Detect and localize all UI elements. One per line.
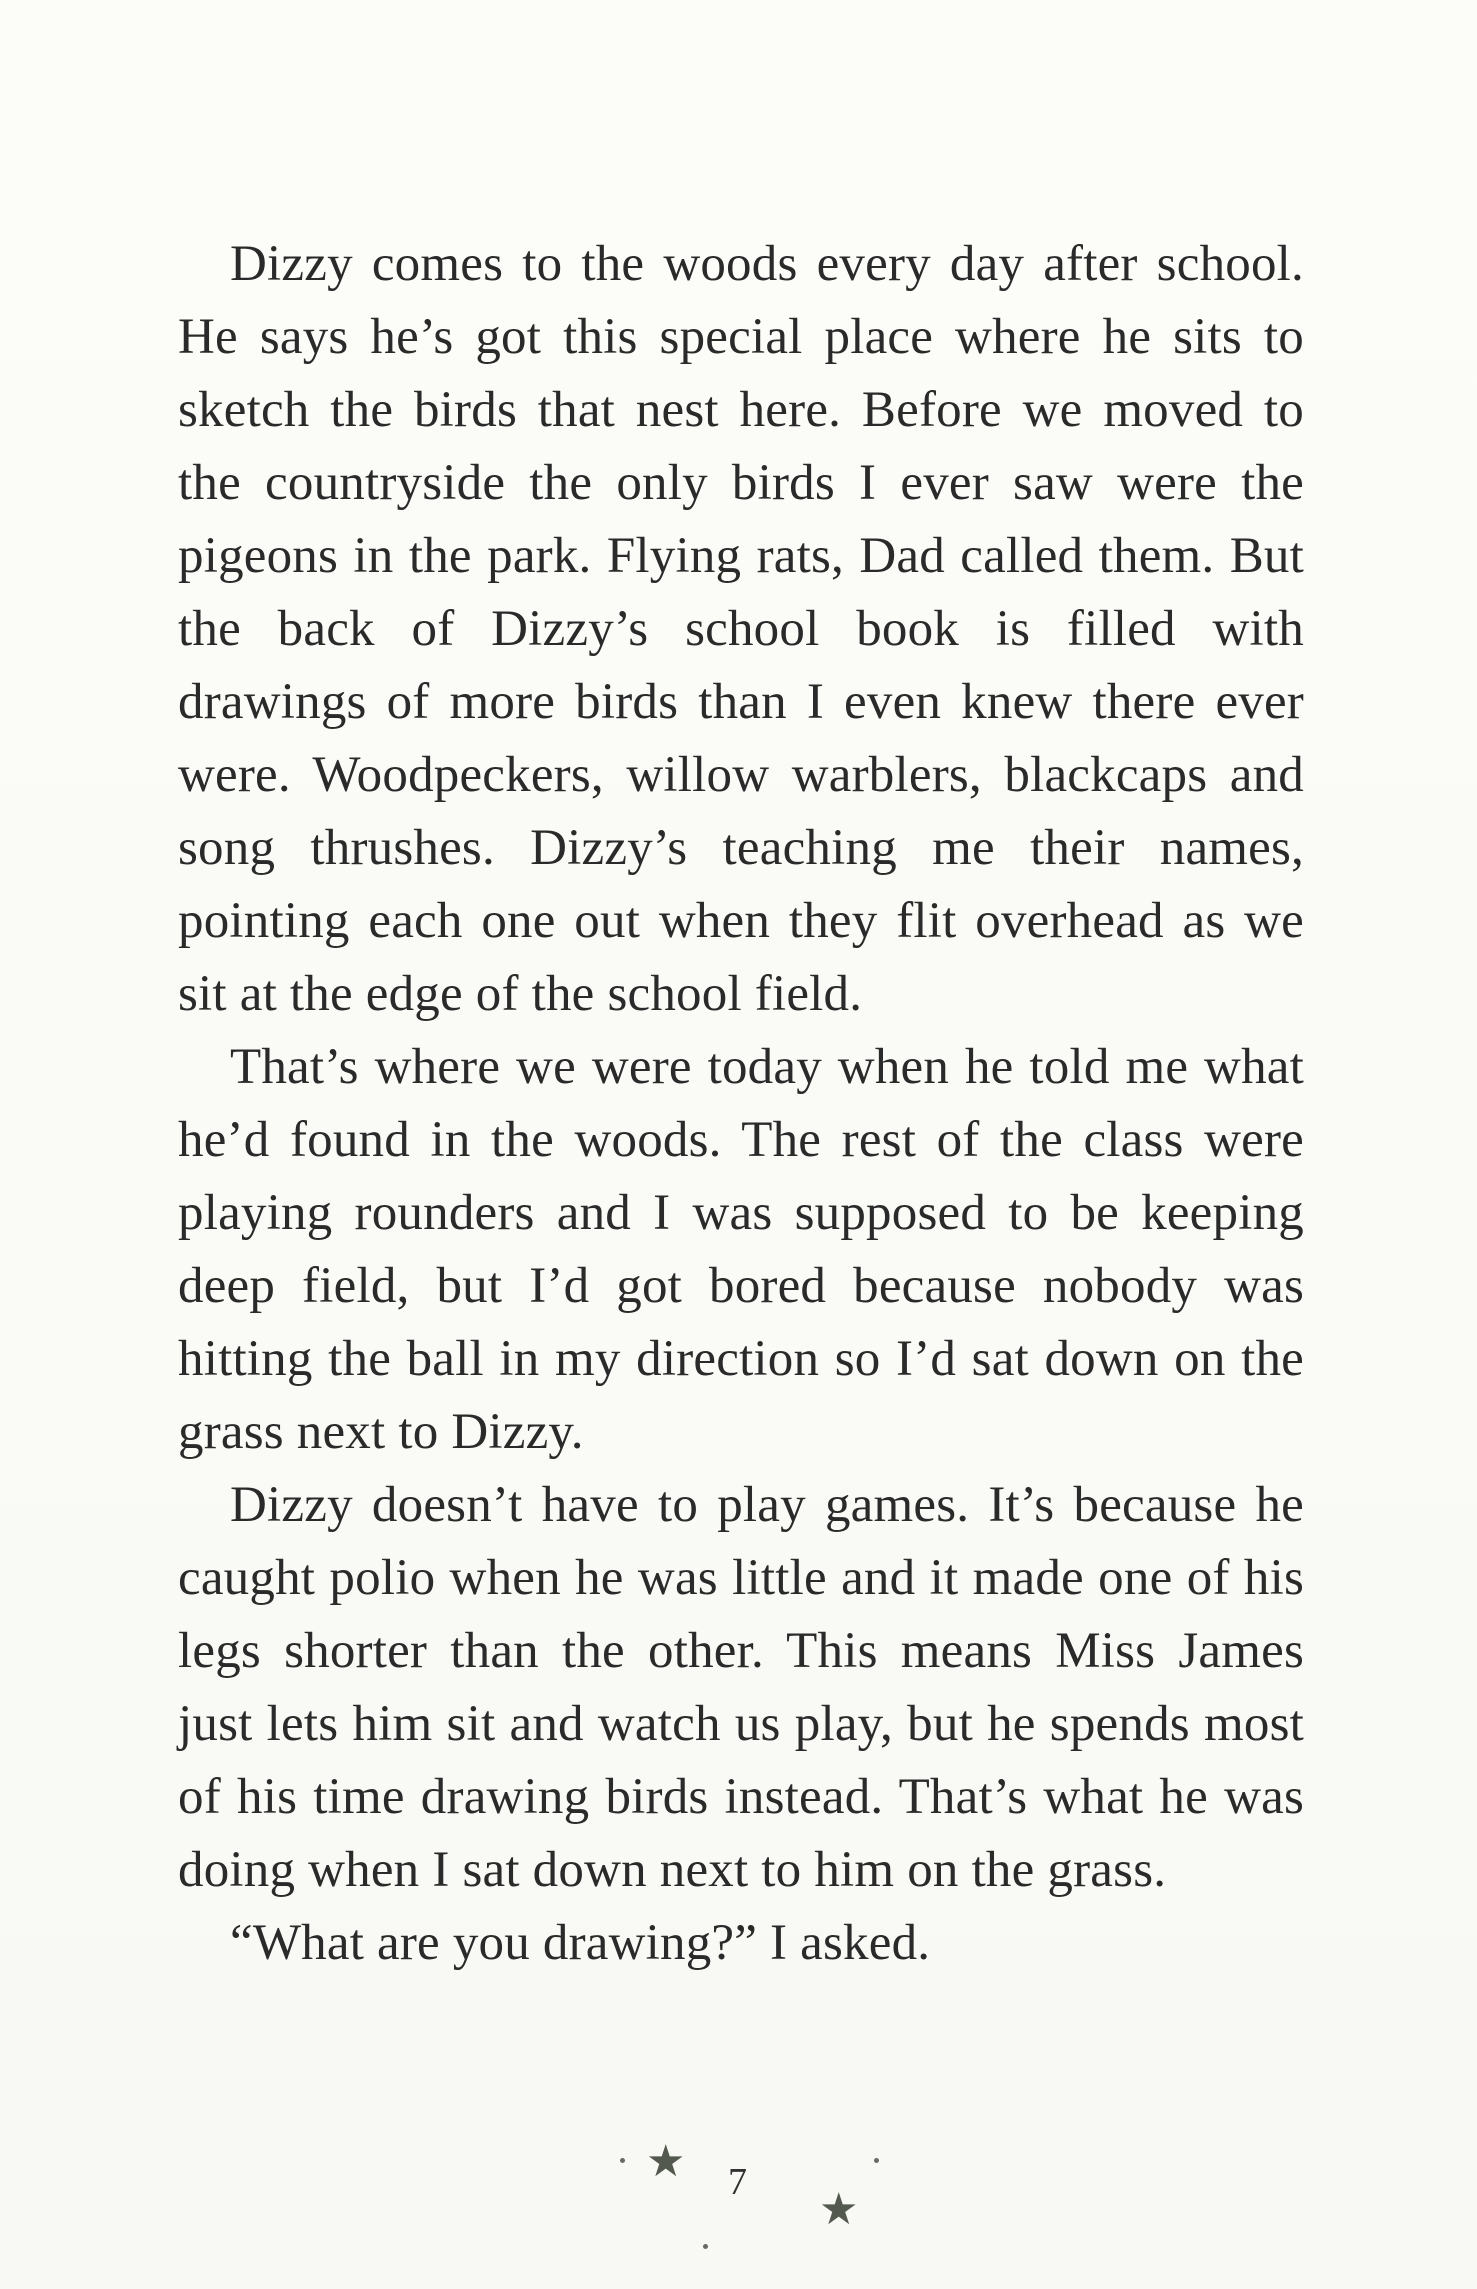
paragraph-2: That’s where we were today when he told me what he’d found in the woods. The rest of the class were playing rounders and I was supposed to be keeping deep field, but I’d got bored because nobody was hitting the ball in my direction so I’d sat down on the grass next to Dizzy. — [178, 1039, 1304, 1460]
paragraph-4: “What are you drawing?” I asked. — [230, 1915, 931, 1971]
page-number: 7 — [728, 2161, 747, 2203]
decorative-dot — [620, 2158, 625, 2163]
star-icon: ★ — [646, 2136, 686, 2187]
decorative-dot — [874, 2158, 879, 2163]
page-footer — [0, 2136, 1477, 2280]
body-text — [178, 228, 1304, 1980]
decorative-dot — [703, 2244, 708, 2249]
star-icon: ★ — [819, 2184, 859, 2235]
paragraph-3: Dizzy doesn’t have to play games. It’s because he caught polio when he was little and it made one of his legs shorter than the other. This means Miss James just lets him sit and watch us play, but he spends most of his time drawing birds instead. That’s what he was doing when I sat down next to him on the grass. — [178, 1477, 1304, 1898]
paragraph-1: Dizzy comes to the woods every day after school. He says he’s got this special place where he sits to sketch the birds that nest here. Before we moved to the countryside the only birds I ever saw were the pigeons in the park. Flying rats, Dad called them. But the back of Dizzy’s school book is filled with drawings of more birds than I even knew there ever were. Woodpeckers, willow warblers, blackcaps and song thrushes. Dizzy’s teaching me their names, pointing each one out when they flit overhead as we sit at the edge of the school field. — [178, 236, 1304, 1022]
